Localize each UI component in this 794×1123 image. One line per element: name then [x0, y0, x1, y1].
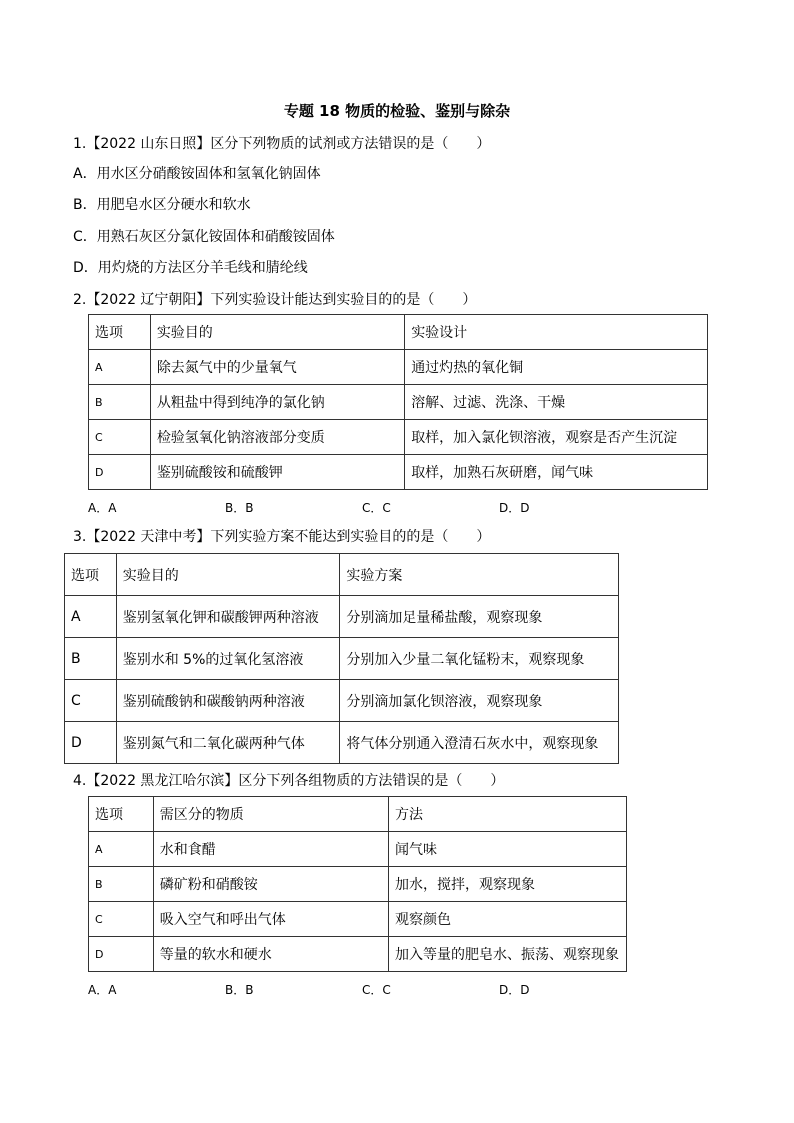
page-title: 专题 18 物质的检验、鉴别与除杂 [283, 102, 511, 120]
table-row [89, 937, 627, 972]
table-cell: 分别滴加氯化钡溶液，观察现象 [340, 680, 619, 722]
question-3-stem: 3.【2022 天津中考】下列实验方案不能达到实验目的的是（ ） [73, 529, 491, 545]
table-row [65, 638, 619, 680]
question-4-stem: 4.【2022 黑龙江哈尔滨】区分下列各组物质的方法错误的是（ ） [73, 773, 505, 789]
table-cell: C [65, 680, 117, 722]
table-cell: A [89, 832, 154, 867]
table-cell: 磷矿粉和硝酸铵 [153, 867, 388, 902]
table-cell: 通过灼热的氧化铜 [405, 350, 708, 385]
answer-choice: C．C [362, 501, 391, 515]
question-1-option-d: D．用灼烧的方法区分羊毛线和腈纶线 [73, 260, 308, 276]
table-row [65, 680, 619, 722]
table-cell: 从粗盐中得到纯净的氯化钠 [150, 385, 404, 420]
table-header-cell: 实验目的 [116, 554, 340, 596]
table-cell: 加入等量的肥皂水、振荡、观察现象 [389, 937, 627, 972]
table-header-cell: 选项 [65, 554, 117, 596]
answer-choice: A．A [88, 983, 117, 997]
table-cell: A [65, 596, 117, 638]
table-header-cell: 实验设计 [405, 315, 708, 350]
table-cell: 等量的软水和硬水 [153, 937, 388, 972]
table-cell: 水和食醋 [153, 832, 388, 867]
question-2-stem: 2.【2022 辽宁朝阳】下列实验设计能达到实验目的的是（ ） [73, 292, 477, 308]
table-cell: 分别滴加足量稀盐酸，观察现象 [340, 596, 619, 638]
table-cell: B [65, 638, 117, 680]
table-row [65, 596, 619, 638]
table-header-row [89, 797, 627, 832]
table-cell: C [89, 902, 154, 937]
answer-choice: D．D [499, 501, 530, 515]
question-2-table [88, 314, 708, 490]
table-cell: 观察颜色 [389, 902, 627, 937]
table-cell: 鉴别硫酸钠和碳酸钠两种溶液 [116, 680, 340, 722]
answer-choice: D．D [499, 983, 530, 997]
table-row [89, 350, 708, 385]
table-cell: D [89, 937, 154, 972]
table-header-cell: 方法 [389, 797, 627, 832]
table-cell: 吸入空气和呼出气体 [153, 902, 388, 937]
table-header-row [65, 554, 619, 596]
answer-choice: B．B [225, 501, 254, 515]
table-cell: 溶解、过滤、洗涤、干燥 [405, 385, 708, 420]
question-1-option-c: C．用熟石灰区分氯化铵固体和硝酸铵固体 [73, 229, 335, 245]
question-3-table [64, 553, 619, 764]
table-header-cell: 实验方案 [340, 554, 619, 596]
table-header-cell: 需区分的物质 [153, 797, 388, 832]
table-cell: 检验氢氧化钠溶液部分变质 [150, 420, 404, 455]
table-row [89, 420, 708, 455]
table-row [65, 722, 619, 764]
table-cell: 取样，加入氯化钡溶液，观察是否产生沉淀 [405, 420, 708, 455]
question-1-option-a: A．用水区分硝酸铵固体和氢氧化钠固体 [73, 166, 321, 182]
question-4-table [88, 796, 627, 972]
table-row [89, 867, 627, 902]
question-1-stem: 1.【2022 山东日照】区分下列物质的试剂或方法错误的是（ ） [73, 136, 491, 152]
table-header-row [89, 315, 708, 350]
table-row [89, 902, 627, 937]
table-cell: 鉴别氢氧化钾和碳酸钾两种溶液 [116, 596, 340, 638]
table-row [89, 385, 708, 420]
table-header-cell: 实验目的 [150, 315, 404, 350]
table-header-cell: 选项 [89, 797, 154, 832]
table-header-cell: 选项 [89, 315, 151, 350]
table-cell: 鉴别氮气和二氧化碳两种气体 [116, 722, 340, 764]
table-row [89, 832, 627, 867]
question-2-answers [88, 499, 636, 516]
answer-choice: B．B [225, 983, 254, 997]
table-row [89, 455, 708, 490]
table-cell: B [89, 385, 151, 420]
table-cell: 闻气味 [389, 832, 627, 867]
question-1-option-b: B．用肥皂水区分硬水和软水 [73, 197, 251, 213]
table-cell: D [89, 455, 151, 490]
question-4-answers [88, 981, 636, 998]
table-cell: D [65, 722, 117, 764]
table-cell: 取样，加熟石灰研磨，闻气味 [405, 455, 708, 490]
table-cell: 鉴别硫酸铵和硫酸钾 [150, 455, 404, 490]
table-cell: 鉴别水和 5%的过氧化氢溶液 [116, 638, 340, 680]
table-cell: 除去氮气中的少量氧气 [150, 350, 404, 385]
table-cell: C [89, 420, 151, 455]
table-cell: 分别加入少量二氧化锰粉末，观察现象 [340, 638, 619, 680]
answer-choice: A．A [88, 501, 117, 515]
answer-choice: C．C [362, 983, 391, 997]
table-cell: A [89, 350, 151, 385]
table-cell: 加水，搅拌，观察现象 [389, 867, 627, 902]
table-cell: 将气体分别通入澄清石灰水中，观察现象 [340, 722, 619, 764]
table-cell: B [89, 867, 154, 902]
